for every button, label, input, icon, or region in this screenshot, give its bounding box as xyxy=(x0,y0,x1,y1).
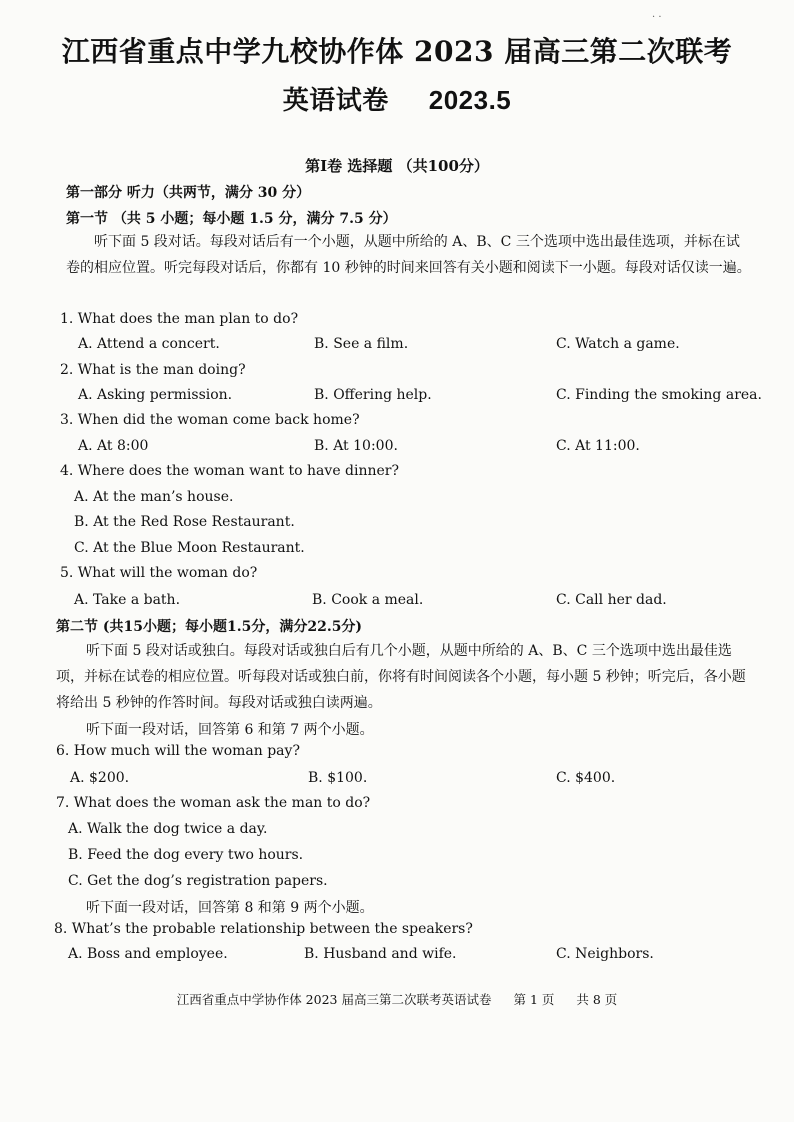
option-a: A. Boss and employee. xyxy=(68,946,228,962)
dialogue-note: 听下面一段对话，回答第 6 和第 7 两个小题。 xyxy=(86,722,374,738)
option-c: C. At 11:00. xyxy=(556,438,640,454)
dialogue-note: 听下面一段对话，回答第 8 和第 9 两个小题。 xyxy=(86,900,374,916)
footer-page-number: 第 1 页 xyxy=(513,992,555,1007)
option-a: A. At the man’s house. xyxy=(74,489,234,505)
section2-heading: 第二节 (共15小题；每小题1.5分，满分22.5分) xyxy=(56,619,363,635)
option-a: A. Walk the dog twice a day. xyxy=(68,821,268,837)
option-c: C. Watch a game. xyxy=(556,336,680,352)
question-stem: 1. What does the man plan to do? xyxy=(60,311,299,327)
corner-mark: · · xyxy=(652,12,662,23)
question-stem: 3. When did the woman come back home? xyxy=(60,412,360,428)
footer-total-pages: 共 8 页 xyxy=(576,992,618,1007)
exam-date: 2023.5 xyxy=(428,85,512,115)
option-a: A. $200. xyxy=(70,770,130,786)
question-stem: 6. How much will the woman pay? xyxy=(56,743,300,759)
section1-heading: 第一节 （共 5 小题；每小题 1.5 分，满分 7.5 分） xyxy=(66,211,397,227)
part1-heading: 第一部分 听力（共两节，满分 30 分） xyxy=(66,185,311,201)
option-b: B. Cook a meal. xyxy=(312,592,424,608)
option-b: B. Feed the dog every two hours. xyxy=(68,847,304,863)
option-b: B. At 10:00. xyxy=(314,438,398,454)
section2-instructions: 听下面 5 段对话或独白。每段对话或独白后有几个小题，从题中所给的 A、B、C 三个选项中选出最佳选项，并标在试卷的相应位置。听每段对话或独白前，你将有时间阅读各个小题，每小题 5 秒钟；听完后，各小题将给出 5 秒钟的作答时间。每段对话或独白读两遍。 xyxy=(56,643,746,711)
option-c: C. Call her dad. xyxy=(556,592,667,608)
option-a: A. At 8:00 xyxy=(78,438,149,454)
page-footer xyxy=(0,990,794,1008)
exam-title: 江西省重点中学九校协作体 2023 届高三第二次联考 xyxy=(61,35,733,68)
option-c: C. Finding the smoking area. xyxy=(556,387,762,403)
option-b: B. At the Red Rose Restaurant. xyxy=(74,514,295,530)
option-b: B. Offering help. xyxy=(314,387,432,403)
subject-label: 英语试卷 xyxy=(282,86,389,116)
option-c: C. At the Blue Moon Restaurant. xyxy=(74,540,305,556)
option-c: C. Neighbors. xyxy=(556,946,654,962)
option-a: A. Take a bath. xyxy=(74,592,181,608)
option-c: C. $400. xyxy=(556,770,616,786)
question-stem: 7. What does the woman ask the man to do? xyxy=(56,795,371,811)
question-stem: 2. What is the man doing? xyxy=(60,362,246,378)
section1-instructions: 听下面 5 段对话。每段对话后有一个小题，从题中所给的 A、B、C 三个选项中选出最佳选项，并标在试卷的相应位置。听完每段对话后，你都有 10 秒钟的时间来回答有关小题和阅读下一小题。每段对话仅读一遍。 xyxy=(66,234,751,276)
option-b: B. See a film. xyxy=(314,336,409,352)
option-c: C. Get the dog’s registration papers. xyxy=(68,873,328,889)
question-stem: 4. Where does the woman want to have dinner? xyxy=(60,463,400,479)
volume-heading: 第I卷 选择题 （共100分） xyxy=(305,157,489,175)
option-b: B. Husband and wife. xyxy=(304,946,457,962)
question-stem: 5. What will the woman do? xyxy=(60,565,258,581)
option-b: B. $100. xyxy=(308,770,368,786)
question-stem: 8. What’s the probable relationship between the speakers? xyxy=(54,921,473,937)
footer-exam-name: 江西省重点中学协作体 2023 届高三第二次联考英语试卷 xyxy=(176,992,492,1007)
option-a: A. Asking permission. xyxy=(78,387,233,403)
option-a: A. Attend a concert. xyxy=(78,336,220,352)
exam-subtitle xyxy=(0,80,794,117)
